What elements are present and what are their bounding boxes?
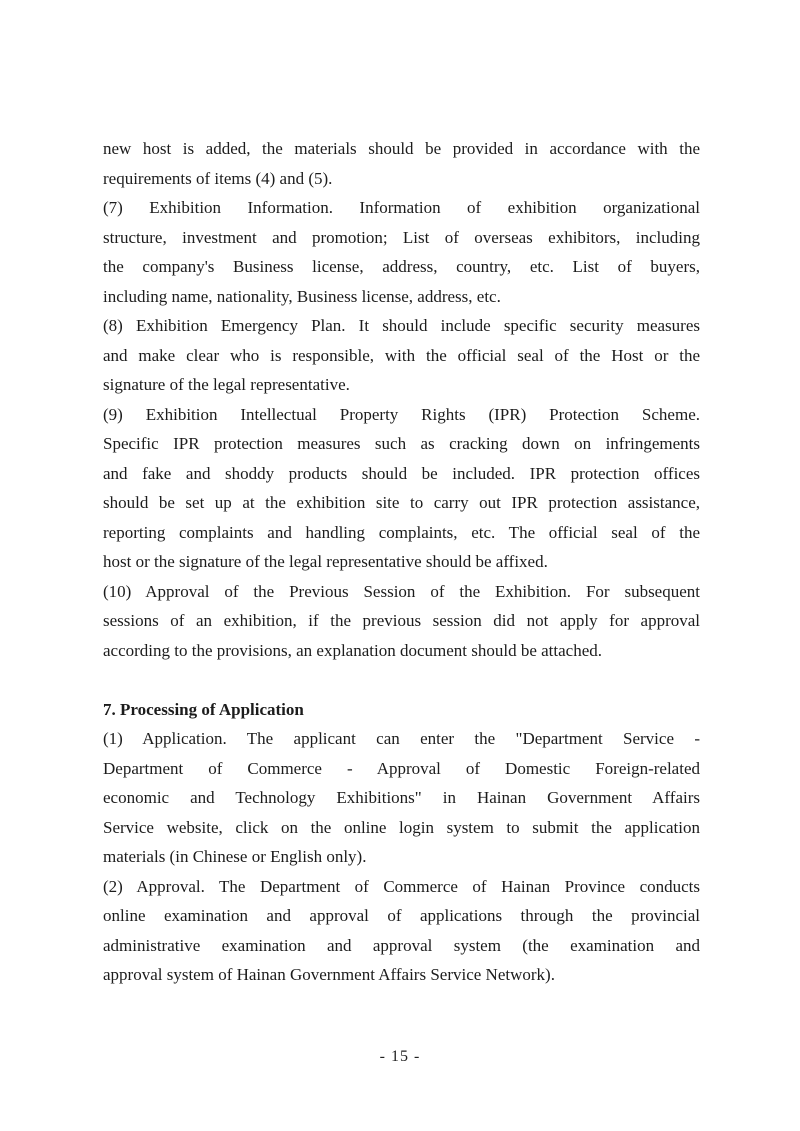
text-line: administrative examination and approval system (the examination and bbox=[103, 935, 700, 955]
text-line: including name, nationality, Business license, address, etc. bbox=[103, 286, 501, 306]
text-line: (9) Exhibition Intellectual Property Rights (IPR) Protection Scheme. bbox=[103, 404, 700, 424]
text-line: (8) Exhibition Emergency Plan. It should include specific security measures bbox=[103, 316, 700, 335]
text-line: approval system of Hainan Government Affairs Service Network). bbox=[103, 965, 555, 984]
paragraph bbox=[103, 311, 700, 400]
paragraph bbox=[103, 134, 700, 193]
text-line: (7) Exhibition Information. Information of exhibition organizational bbox=[103, 198, 700, 217]
text-line: new host is added, the materials should be provided in accordance with the bbox=[103, 139, 700, 158]
text-line: the company's Business license, address, country, etc. List of buyers, bbox=[103, 257, 700, 276]
text-line: requirements of items (4) and (5). bbox=[103, 168, 333, 188]
paragraph bbox=[103, 400, 700, 577]
text-line: Specific IPR protection measures such as cracking down on infringements bbox=[103, 434, 700, 453]
text-line: online examination and approval of applications through the provincial bbox=[103, 906, 700, 925]
text-line: Department of Commerce - Approval of Domestic Foreign-related bbox=[103, 758, 700, 778]
text-line: sessions of an exhibition, if the previous session did not apply for approval bbox=[103, 611, 700, 630]
text-line: should be set up at the exhibition site to carry out IPR protection assistance, bbox=[103, 493, 700, 512]
text-line: materials (in Chinese or English only). bbox=[103, 847, 367, 866]
text-line: and make clear who is responsible, with the official seal of the Host or the bbox=[103, 345, 700, 365]
section-heading bbox=[103, 695, 700, 725]
text-line: (2) Approval. The Department of Commerce of Hainan Province conducts bbox=[103, 876, 700, 896]
text-line: (1) Application. The applicant can enter the "Department Service - bbox=[103, 729, 700, 748]
text-line: and fake and shoddy products should be included. IPR protection offices bbox=[103, 463, 700, 483]
text-line: according to the provisions, an explanation document should be attached. bbox=[103, 640, 603, 660]
text-line: reporting complaints and handling complaints, etc. The official seal of the bbox=[103, 522, 700, 542]
text-line: host or the signature of the legal representative should be affixed. bbox=[103, 552, 548, 571]
document-body bbox=[103, 134, 700, 990]
paragraph bbox=[103, 724, 700, 872]
text-line: 7. Processing of Application bbox=[103, 699, 304, 719]
text-line: structure, investment and promotion; List of overseas exhibitors, including bbox=[103, 227, 700, 247]
paragraph bbox=[103, 193, 700, 311]
text-line: signature of the legal representative. bbox=[103, 375, 350, 394]
text-line: Service website, click on the online login system to submit the application bbox=[103, 817, 700, 837]
text-line: economic and Technology Exhibitions" in Hainan Government Affairs bbox=[103, 788, 700, 807]
text-line: (10) Approval of the Previous Session of the Exhibition. For subsequent bbox=[103, 581, 700, 601]
paragraph bbox=[103, 577, 700, 666]
page-number: - 15 - bbox=[379, 1048, 421, 1065]
paragraph bbox=[103, 872, 700, 990]
